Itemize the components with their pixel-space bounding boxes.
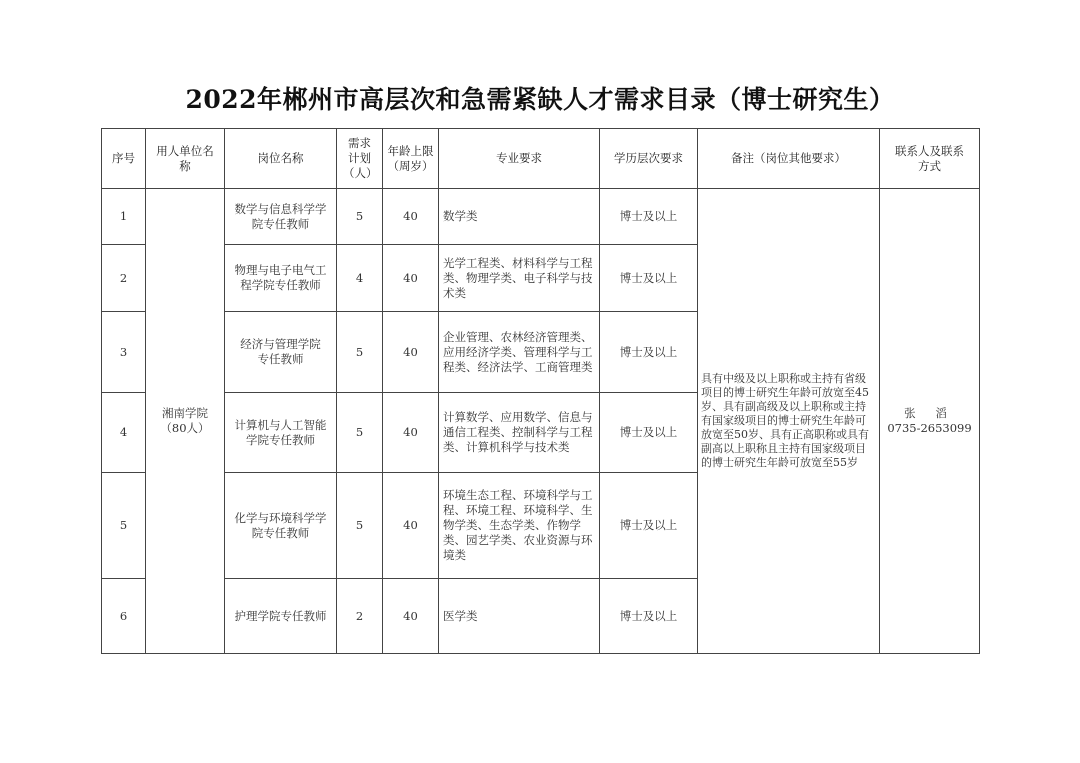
row-degree: 博士及以上 (600, 473, 698, 579)
row-plan: 5 (337, 312, 383, 393)
row-position: 护理学院专任教师 (225, 579, 337, 654)
row-age: 40 (383, 473, 439, 579)
row-plan: 5 (337, 473, 383, 579)
row-plan: 5 (337, 189, 383, 245)
row-degree: 博士及以上 (600, 245, 698, 312)
row-degree: 博士及以上 (600, 312, 698, 393)
row-major: 计算数学、应用数学、信息与通信工程类、控制科学与工程类、计算机科学与技术类 (439, 393, 600, 473)
row-position: 化学与环境科学学院专任教师 (225, 473, 337, 579)
row-seq: 4 (102, 393, 146, 473)
row-age: 40 (383, 245, 439, 312)
talent-demand-table (101, 128, 980, 654)
contact-phone: 0735-2653099 (887, 421, 972, 435)
row-major: 环境生态工程、环境科学与工程、环境工程、环境科学、生物学类、生态学类、作物学类、园艺学类、农业资源与环境类 (439, 473, 600, 579)
row-position: 物理与电子电气工程学院专任教师 (225, 245, 337, 312)
row-degree: 博士及以上 (600, 579, 698, 654)
header-unit: 用人单位名称 (146, 129, 225, 189)
row-position: 数学与信息科学学院专任教师 (225, 189, 337, 245)
row-age: 40 (383, 312, 439, 393)
header-seq: 序号 (102, 129, 146, 189)
row-age: 40 (383, 393, 439, 473)
header-major: 专业要求 (439, 129, 600, 189)
row-position: 经济与管理学院专任教师 (225, 312, 337, 393)
row-major: 光学工程类、材料科学与工程类、物理学类、电子科学与技术类 (439, 245, 600, 312)
header-position: 岗位名称 (225, 129, 337, 189)
header-plan: 需求计划（人） (337, 129, 383, 189)
row-seq: 3 (102, 312, 146, 393)
contact-name: 张 滔 (904, 406, 955, 420)
row-major: 数学类 (439, 189, 600, 245)
row-major: 医学类 (439, 579, 600, 654)
row-degree: 博士及以上 (600, 189, 698, 245)
page-title: 2022年郴州市高层次和急需紧缺人才需求目录（博士研究生） (185, 85, 895, 114)
row-position: 计算机与人工智能学院专任教师 (225, 393, 337, 473)
row-age: 40 (383, 189, 439, 245)
row-seq: 1 (102, 189, 146, 245)
row-seq: 6 (102, 579, 146, 654)
table-header-row (102, 129, 980, 189)
header-contact: 联系人及联系方式 (880, 129, 980, 189)
header-note: 备注（岗位其他要求） (698, 129, 880, 189)
row-seq: 5 (102, 473, 146, 579)
header-age: 年龄上限（周岁） (383, 129, 439, 189)
unit-name: 湘南学院（80人） (146, 189, 225, 654)
row-seq: 2 (102, 245, 146, 312)
table-row (102, 189, 980, 245)
row-age: 40 (383, 579, 439, 654)
row-plan: 2 (337, 579, 383, 654)
row-degree: 博士及以上 (600, 393, 698, 473)
row-plan: 5 (337, 393, 383, 473)
contact-cell (880, 189, 980, 654)
header-degree: 学历层次要求 (600, 129, 698, 189)
remarks-note: 具有中级及以上职称或主持有省级项目的博士研究生年龄可放宽至45岁、具有副高级及以上职称或主持有国家级项目的博士研究生年龄可放宽至50岁、具有正高职称或具有副高以上职称且主持有国家级项目的博士研究生年龄可放宽至55岁 (698, 189, 880, 654)
row-major: 企业管理、农林经济管理类、应用经济学类、管理科学与工程类、经济法学、工商管理类 (439, 312, 600, 393)
row-plan: 4 (337, 245, 383, 312)
